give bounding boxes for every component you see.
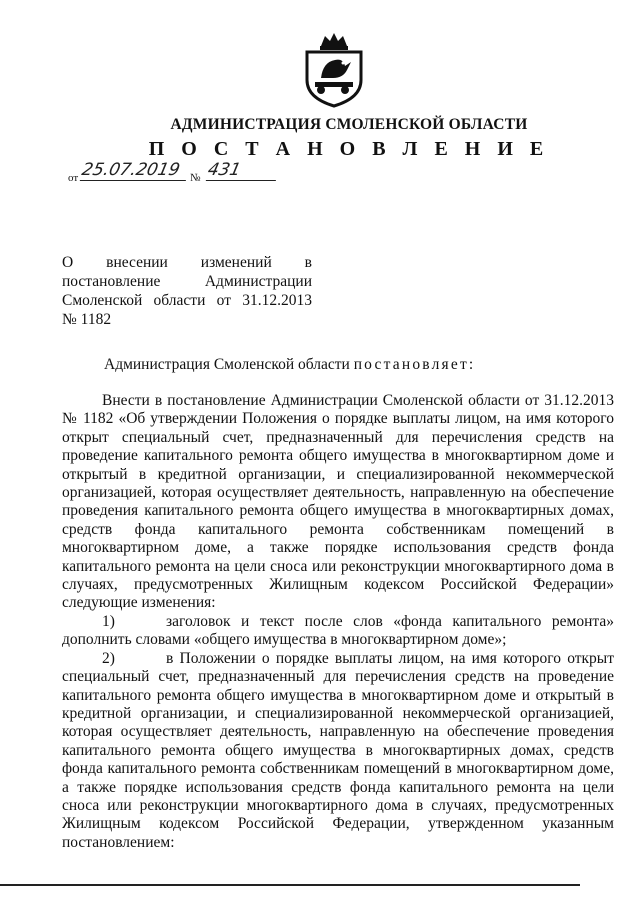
subject-line: О внесении изменений в — [62, 254, 312, 271]
organization-name: АДМИНИСТРАЦИЯ СМОЛЕНСКОЙ ОБЛАСТИ — [170, 116, 528, 133]
bottom-divider — [0, 884, 580, 886]
item-number: 2) — [102, 649, 115, 667]
document-body — [62, 392, 614, 852]
item-number: 1) — [102, 612, 115, 630]
coat-of-arms-icon — [299, 32, 369, 108]
preamble — [104, 356, 475, 374]
date-prefix: от — [68, 172, 79, 184]
subject-line: № 1182 — [62, 311, 112, 328]
item-text: в Положении о порядке выплаты лицом, на имя которого открыт специальный счет, предназначенный для перечисления средств на проведение капитального ремонта общего имущества в многоквартирном доме и открытый в кредитной организации, и специализированной некоммерческой организацией, которая осуществляет деятельность, направленную на обеспечение проведения капитального ремонта общего имущества в многоквартирных домах, средств фонда капитального ремонта собственникам помещений в многоквартирном доме, а также порядке использования средств фонда капитального ремонта на цели сноса или реконструкции многоквартирного дома в случаях, предусмотренных Жилищным кодексом Российской Федерации, утвержденном указанным постановлением: — [62, 649, 614, 851]
document-date: 25.07.2019 — [80, 160, 190, 181]
list-item — [62, 613, 614, 650]
list-item — [62, 650, 614, 852]
subject-line: Смоленской области от 31.12.2013 — [62, 292, 312, 309]
subject-line: постановление Администрации — [62, 273, 312, 290]
document-type-title: П О С Т А Н О В Л Е Н И Е — [148, 138, 550, 160]
document-number: 431 — [206, 160, 280, 181]
intro-paragraph: Внести в постановление Администрации Смоленской области от 31.12.2013 № 1182 «Об утверждении Положения о порядке выплаты лицом, на имя которого открыт специальный счет, предназначенный для перечисления средств на проведение капитального ремонта общего имущества в многоквартирном доме и открытый в кредитной организации, и специализированной некоммерческой организацией, которая осуществляет деятельность, направленную на обеспечение проведения капитального ремонта общего имущества в многоквартирных домах, средств фонда капитального ремонта собственникам помещений в многоквартирном доме, а также порядке использования средств фонда капитального ремонта на цели сноса или реконструкции многоквартирного дома в случаях, предусмотренных Жилищным кодексом Российской Федерации» следующие изменения: — [62, 392, 614, 612]
item-text: заголовок и текст после слов «фонда капитального ремонта» дополнить словами «общего имущества в многоквартирном доме»; — [62, 612, 614, 649]
preamble-text: Администрация Смоленской области — [104, 356, 350, 373]
preamble-decree-word: постановляет: — [353, 356, 476, 373]
document-subject — [62, 253, 312, 329]
number-prefix: № — [190, 172, 201, 184]
